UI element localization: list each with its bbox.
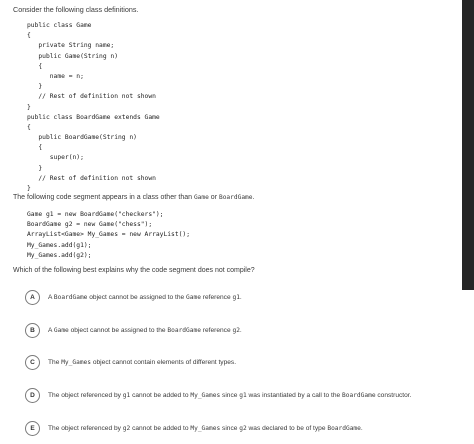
code-line: } — [27, 83, 43, 91]
class-definitions-code — [27, 21, 160, 194]
code-line: private String name; — [27, 42, 115, 50]
option-text-part: . — [239, 293, 242, 301]
option-text-part: The object referenced by — [48, 424, 123, 432]
answer-option-a[interactable] — [25, 288, 465, 306]
code-line: // Rest of definition not shown — [27, 174, 156, 182]
option-text — [48, 359, 236, 366]
code-line: { — [27, 123, 31, 131]
option-text-part: object cannot contain elements of different types. — [91, 358, 237, 366]
option-letter-bubble[interactable]: D — [25, 388, 40, 403]
code-line: // Rest of definition not shown — [27, 93, 156, 101]
option-letter-bubble[interactable]: B — [25, 323, 40, 338]
code-term: My_Games — [190, 391, 221, 399]
code-term: BoardGame — [342, 391, 376, 399]
option-text-part: The — [48, 358, 62, 366]
option-text-part: object cannot be assigned to the — [87, 293, 187, 301]
code-line: } — [27, 185, 31, 192]
code-term: g1 — [122, 391, 131, 399]
code-term: My_Games — [61, 358, 92, 366]
code-line: name = n; — [27, 72, 84, 80]
code-term: BoardGame — [53, 293, 88, 301]
option-text-part: A — [48, 326, 54, 334]
code-line: { — [27, 32, 31, 40]
option-text — [48, 392, 411, 399]
code-line: } — [27, 103, 31, 111]
code-term: Game — [53, 326, 69, 334]
option-text-part: The object referenced by — [48, 391, 123, 399]
option-text-part: since — [220, 391, 240, 399]
option-text-part: reference — [200, 293, 233, 301]
class-name-boardgame: BoardGame — [218, 194, 253, 201]
code-term: g1 — [239, 391, 247, 399]
question-text: Which of the following best explains why the code segment does not compile? — [13, 267, 255, 274]
code-line: { — [27, 144, 43, 152]
option-letter-bubble[interactable]: A — [25, 290, 40, 305]
code-term: BoardGame — [167, 326, 201, 334]
code-term: g2 — [232, 326, 240, 334]
code-line: My_Games.add(g2); — [27, 251, 92, 259]
code-line: } — [27, 164, 43, 172]
answer-option-c[interactable] — [25, 353, 465, 371]
option-text — [48, 425, 363, 432]
code-line: My_Games.add(g1); — [27, 241, 92, 249]
option-text-part: object cannot be assigned to the — [68, 326, 168, 334]
code-line: { — [27, 62, 43, 70]
answer-option-e[interactable] — [25, 419, 465, 437]
option-text-part: was declared to be of type — [246, 424, 328, 432]
code-term: My_Games — [190, 424, 221, 432]
code-line: public Game(String n) — [27, 52, 118, 60]
dark-side-panel — [462, 0, 474, 290]
class-name-game: Game — [193, 194, 209, 201]
code-line: BoardGame g2 = new Game("chess"); — [27, 221, 153, 229]
option-text-part: cannot be added to — [130, 424, 191, 432]
option-text-part: A — [48, 293, 54, 301]
option-text-part: constructor. — [375, 391, 412, 399]
code-segment — [27, 210, 190, 261]
option-text — [48, 294, 242, 301]
option-text-part: . — [360, 424, 363, 432]
segment-context-text: The following code segment appears in a class other than Game or BoardGame. — [13, 194, 255, 201]
option-text — [48, 327, 242, 334]
code-term: g2 — [239, 424, 247, 432]
code-line: super(n); — [27, 154, 84, 162]
option-text-part: was instantiated by a call to the — [246, 391, 343, 399]
option-text-part: reference — [200, 326, 233, 334]
option-text-part: . — [239, 326, 242, 334]
code-line: public BoardGame(String n) — [27, 134, 137, 142]
code-term: g2 — [122, 424, 131, 432]
code-line: ArrayList<Game> My_Games = new ArrayList(); — [27, 231, 191, 239]
option-text-part: since — [220, 424, 240, 432]
code-term: g1 — [232, 293, 240, 301]
option-letter-bubble[interactable]: C — [25, 355, 40, 370]
intro-text: Consider the following class definitions. — [13, 5, 139, 14]
option-text-part: cannot be added to — [130, 391, 191, 399]
code-line: public class BoardGame extends Game — [27, 113, 160, 121]
code-term: BoardGame — [327, 424, 361, 432]
answer-option-d[interactable] — [25, 386, 465, 404]
code-line: Game g1 = new BoardGame("checkers"); — [27, 211, 164, 218]
answer-option-b[interactable] — [25, 321, 465, 339]
code-term: Game — [186, 293, 201, 301]
option-letter-bubble[interactable]: E — [25, 421, 40, 436]
code-line: public class Game — [27, 22, 92, 29]
